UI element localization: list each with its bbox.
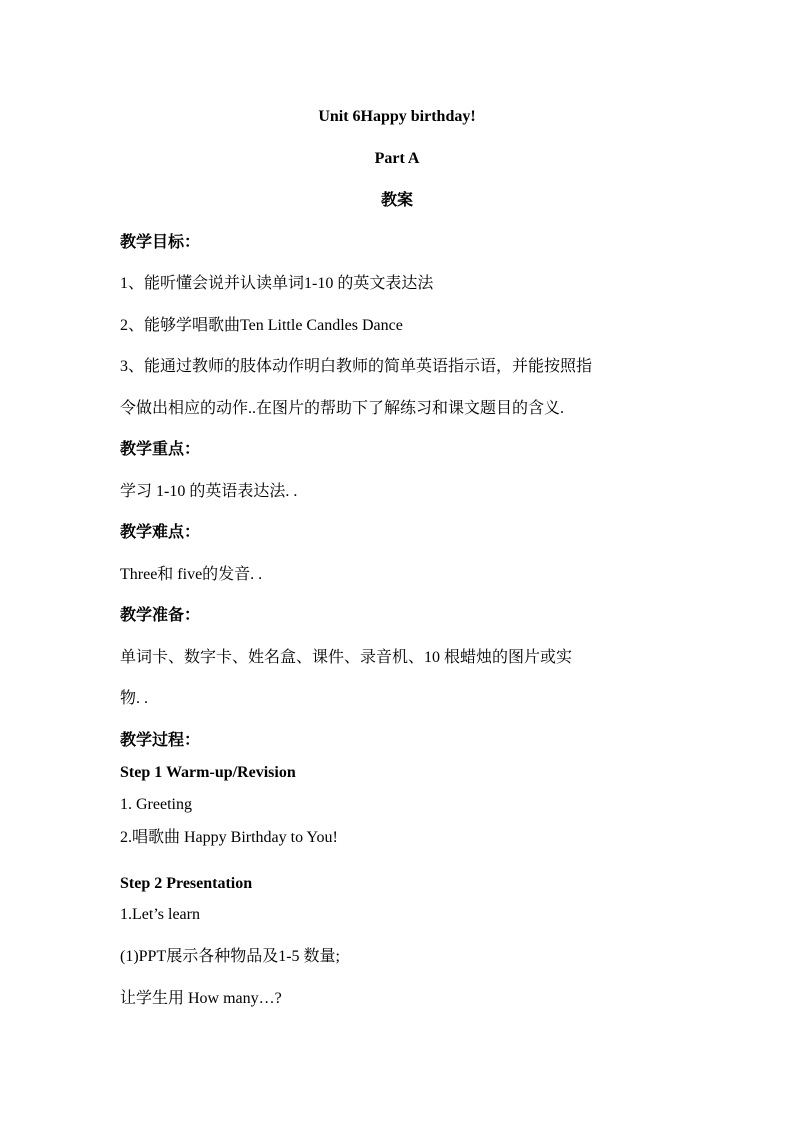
step1-title: Step 1 Warm-up/Revision [120,764,296,781]
step1-item: 1. Greeting [120,796,192,813]
step1-item: 2.唱歌曲 Happy Birthday to You! [120,829,338,846]
difficulties-heading: 教学难点： [120,524,201,541]
preparation-text: 单词卡、数字卡、姓名盒、课件、录音机、10 根蜡烛的图片或实 [120,649,573,666]
step2-item: 让学生用 How many…? [120,990,282,1007]
key-points-text: 学习 1-10 的英语表达法. . [120,483,298,500]
step2-title: Step 2 Presentation [120,875,253,892]
objective-item: 1、能听懂会说并认读单词1-10 的英文表达法 [120,275,434,292]
doc-type-label: 教案 [380,192,413,209]
objective-item: 2、能够学唱歌曲Ten Little Candles Dance [120,317,403,334]
difficulties-text: Three和 five的发音. . [120,566,263,583]
document-title: Unit 6Happy birthday! [318,108,476,125]
key-points-heading: 教学重点： [120,441,201,458]
objective-item: 3、能通过教师的肢体动作明白教师的简单英语指示语，并能按照指 [120,358,593,375]
objective-item-continued: 令做出相应的动作..在图片的帮助下了解练习和课文题目的含义. [120,400,565,417]
preparation-text-continued: 物. . [120,690,149,707]
part-label: Part A [374,150,420,167]
step2-item: 1.Let’s learn [120,906,200,923]
objectives-heading: 教学目标： [120,234,201,251]
preparation-heading: 教学准备： [120,607,201,624]
process-heading: 教学过程： [120,732,201,749]
step2-item: (1)PPT展示各种物品及1-5 数量; [120,948,341,965]
